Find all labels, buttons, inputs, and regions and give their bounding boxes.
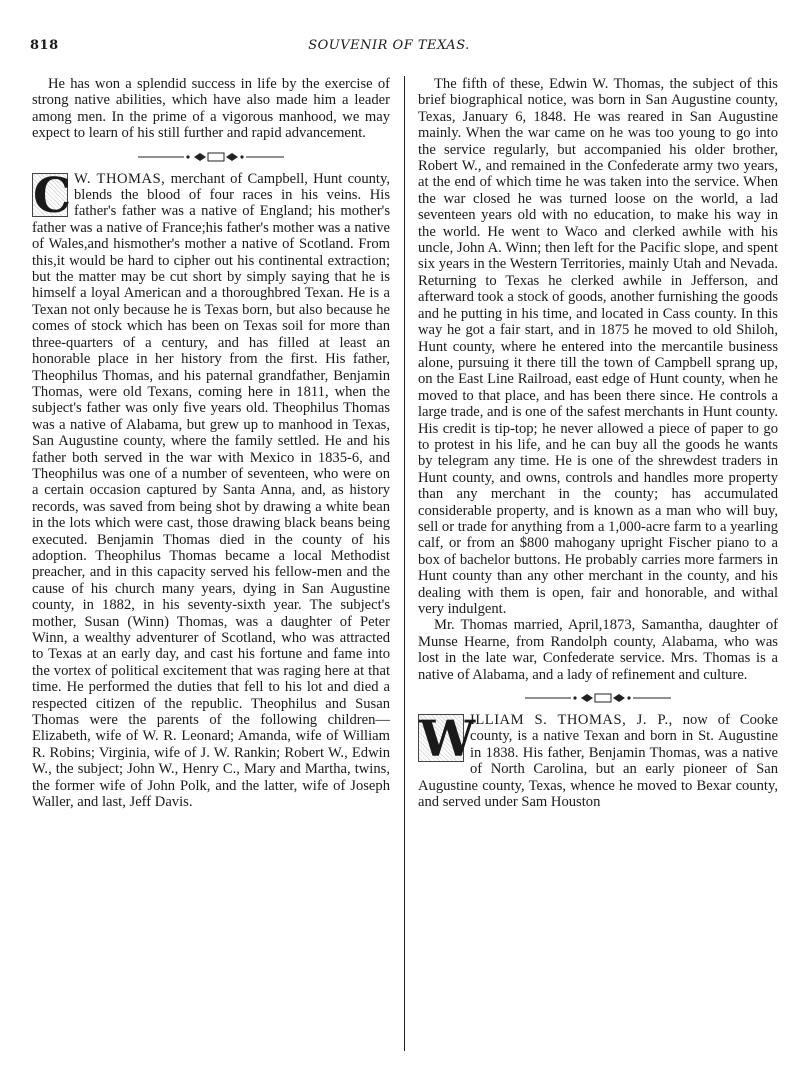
- marriage-paragraph: Mr. Thomas married, April,1873, Samantha, daughter of Munse Hearne, from Randolph county, Alabama, who was lost in the late war, Confederate service. Mrs. Thomas is a native of Alabama, and a lady of refinement and culture.: [418, 617, 778, 683]
- column-divider: [404, 76, 405, 1051]
- running-title: SOUVENIR OF TEXAS.: [308, 38, 470, 53]
- entry-lead-name: W. THOMAS,: [74, 170, 166, 187]
- entry-paragraph-ws-thomas: [418, 709, 778, 811]
- ornament-divider-icon: [523, 692, 673, 704]
- page-header: [30, 38, 748, 58]
- section-ornament-2: [418, 692, 778, 704]
- drop-cap-letter: W: [419, 709, 476, 769]
- intro-paragraph: He has won a splendid success in life by the exercise of strong native abilities, which have also made him a leader among men. In the prime of a vigorous manhood, we may expect to learn of his still further and rapid advancement.: [32, 76, 390, 142]
- left-column: [32, 76, 390, 810]
- entry-body-text: now of Cooke county, is a native Texan and born in St. Augustine in 1838. His father, Benjamin Thomas, was a native of North Carolina, but an early pioneer of San Augustine county, Texas, whence he moved to Bexar county, and served under Sam Houston: [418, 712, 778, 811]
- entry-paragraph-ew-thomas: [32, 167, 390, 811]
- biography-paragraph: The fifth of these, Edwin W. Thomas, the subject of this brief biographical notice, was born in San Augustine county, Texas, January 6, 1848. He was reared in San Augustine mainly. When the war came on he was too young to go into the service regularly, but accompanied his older brother, Robert W., and remained in the Confederate army two years, at the end of which time he was taken into the service. When the war closed he was turned loose on the world, a lad seventeen years old with no education, to make his way in the world. He went to Waco and clerked awhile with his uncle, John A. Winn; then left for the Pacific slope, and spent six years in the Western Territories, mainly Utah and Nevada. Returning to Texas he clerked awhile in Jefferson, and afterward took a stock of goods, another furnishing the goods and he putting in his time, and located in Cass county. In this way he got a fair start, and in 1875 he moved to old Shiloh, Hunt county, where he entered into the mercantile business alone, pursuing it there till the town of Campbell sprang up, on the East Line Railroad, east edge of Hunt county, when he moved to that place, and has been there since. He controls a large trade, and is one of the safest merchants in Hunt county. His credit is tip-top; he never allowed a piece of paper to go to protest in his life, and he can buy all the goods he wants by telegram any time. He is one of the shrewdest traders in Hunt county, and owns, controls and handles more property than any merchant in the county; has accumulated considerable property, and is known as a man who will buy, sell or trade for anything from a 1,000-acre farm to a yearling calf, or from an $800 mahogany upright Fischer piano to a box of bachelor buttons. He probably carries more farmers in Hunt county than any other merchant in the county, and his dealing with them is open, fair and honorable, and withal very indulgent.: [418, 76, 778, 617]
- page-number: 818: [30, 38, 59, 53]
- drop-cap-letter: C: [33, 167, 72, 224]
- entry-lead-name: ILLIAM S. THOMAS, J. P.,: [470, 712, 673, 729]
- section-ornament: [32, 151, 390, 163]
- ornament-divider-icon: [136, 151, 286, 163]
- right-column: [418, 76, 778, 810]
- entry-body-text: merchant of Campbell, Hunt county, blends the blood of four races in his veins. His father's father was a native of England; his mother's father was a native of France;his father's mother was a native of Wales,and hismother's mother a native of Scotland. From this,it would be hard to cipher out his continental extraction; but the matter may be cut short by simply saying that he is himself a loyal American and a thoroughbred Texan. He is a Texan not only because he is Texas born, but also because he comes of stock which has been on Texas soil for more than three-quarters of a century, and has filled at least an honorable place in her history from the first. His father, Theophilus Thomas, and his paternal grandfather, Benjamin Thomas, were old Texans, coming here in 1811, when the subject's father was only five years old. Theophilus Thomas was a native of Alabama, but grew up to manhood in Texas, San Augustine county, where the family settled. He and his father both served in the war with Mexico in 1835-6, and Theophilus was one of a number of seventeen, who were on a certain occasion captured by Santa Anna, and, as history records, was saved from being shot by drawing a white bean in the lots which were cast, those drawing black beans being executed. Benjamin Thomas died in the county of his adoption. Theophilus Thomas became a local Methodist preacher, and in this capacity served his fellow-men and the cause of his church many years, dying in San Augustine county, in 1882, in his seventy-sixth year. The subject's mother, Susan (Winn) Thomas, was a daughter of Peter Winn, a wealthy adventurer of Scotland, who was attracted to Texas at an early day, and cast his fortune and fame into the vortex of political excitement that was raging here at that time. He performed the duties that fell to his lot and died a respected citizen of the republic. Theophilus and Susan Thomas were the parents of the following children—Elizabeth, wife of W. R. Leonard; Amanda, wife of William R. Robins; Virginia, wife of J. W. Rankin; Robert W., Edwin W., the subject; John W., Henry C., Mary and Martha, twins, the former wife of John Polk, and the latter, wife of Joseph Waller, and last, Jeff Davis.: [32, 170, 390, 811]
